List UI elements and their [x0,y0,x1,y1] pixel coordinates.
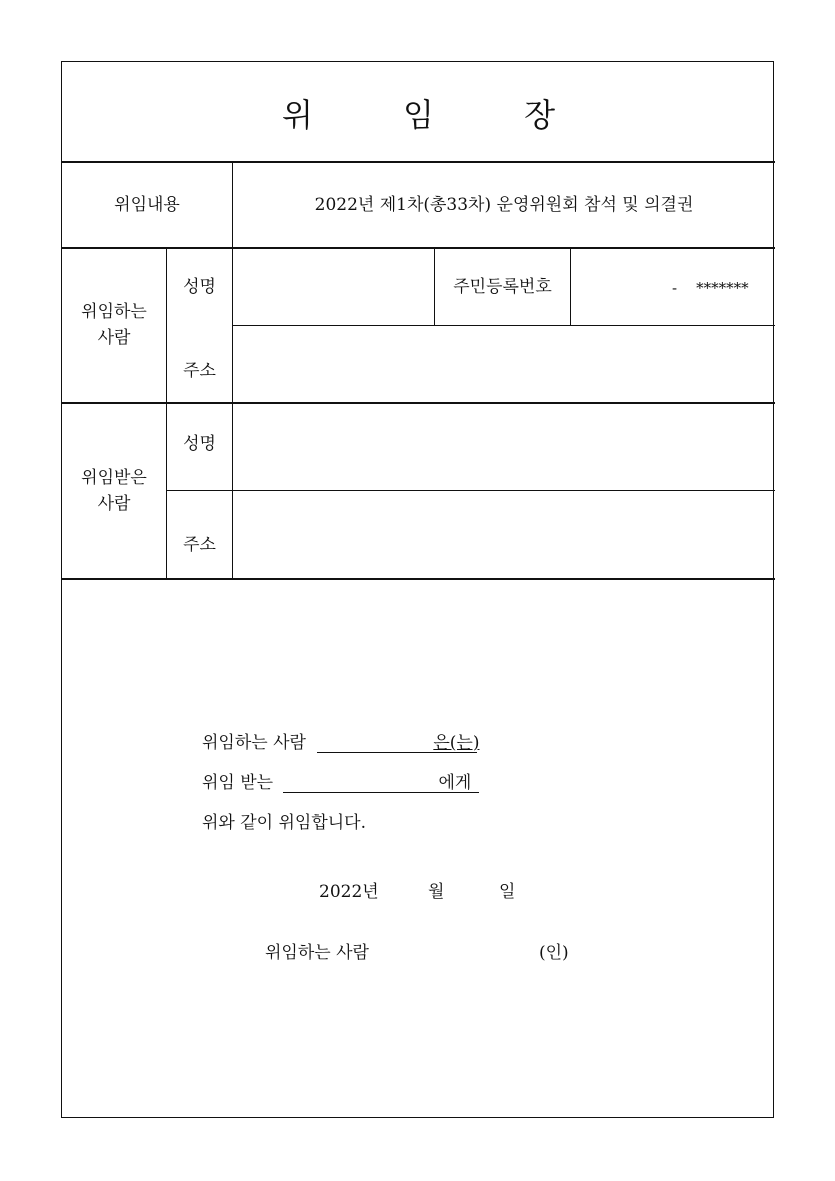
date-year: 2022년 [319,882,379,902]
delegate-section-label [62,403,166,578]
divider [62,578,775,580]
statement-line1-prefix: 위임하는 사람 [202,733,306,753]
delegate-section-line2: 사람 [97,493,131,514]
date-month[interactable]: 월 [428,882,445,902]
delegation-content-value[interactable]: 2022년 제1차(총33차) 운영위원회 참석 및 의결권 [314,194,694,215]
date-day[interactable]: 일 [499,882,516,902]
statement-line2-prefix: 위임 받는 [202,773,274,793]
delegator-section-label [62,248,166,402]
delegator-address-field[interactable] [233,326,775,402]
proxy-form [61,61,774,1118]
delegate-name-label: 성명 [183,434,216,454]
delegator-id-label: 주민등록번호 [453,277,552,297]
statement-line-2 [202,773,511,793]
statement-line2-suffix: 에게 [438,773,472,793]
statement-line-3: 위와 같이 위임합니다. [202,813,367,833]
statement-line-1 [202,733,523,753]
delegator-name-field[interactable] [233,248,434,325]
delegate-address-field[interactable] [233,491,775,578]
delegator-section-line1: 위임하는 [81,302,147,322]
document-title: 위 임 장 [281,96,596,134]
signature-label: 위임하는 사람 [265,943,369,963]
delegate-address-label: 주소 [183,535,216,555]
delegate-name-field[interactable] [233,403,775,490]
divider [570,247,571,325]
seal-mark[interactable]: (인) [539,943,569,963]
delegate-section-line1: 위임받은 [81,467,147,488]
delegator-address-label: 주소 [183,361,216,381]
delegator-id-field[interactable]: - ******* [672,279,749,297]
statement-line1-suffix: 은(는) [433,733,480,753]
delegation-content-label: 위임내용 [114,194,180,215]
delegator-section-line2: 사람 [97,328,131,348]
delegator-name-label: 성명 [183,277,216,297]
